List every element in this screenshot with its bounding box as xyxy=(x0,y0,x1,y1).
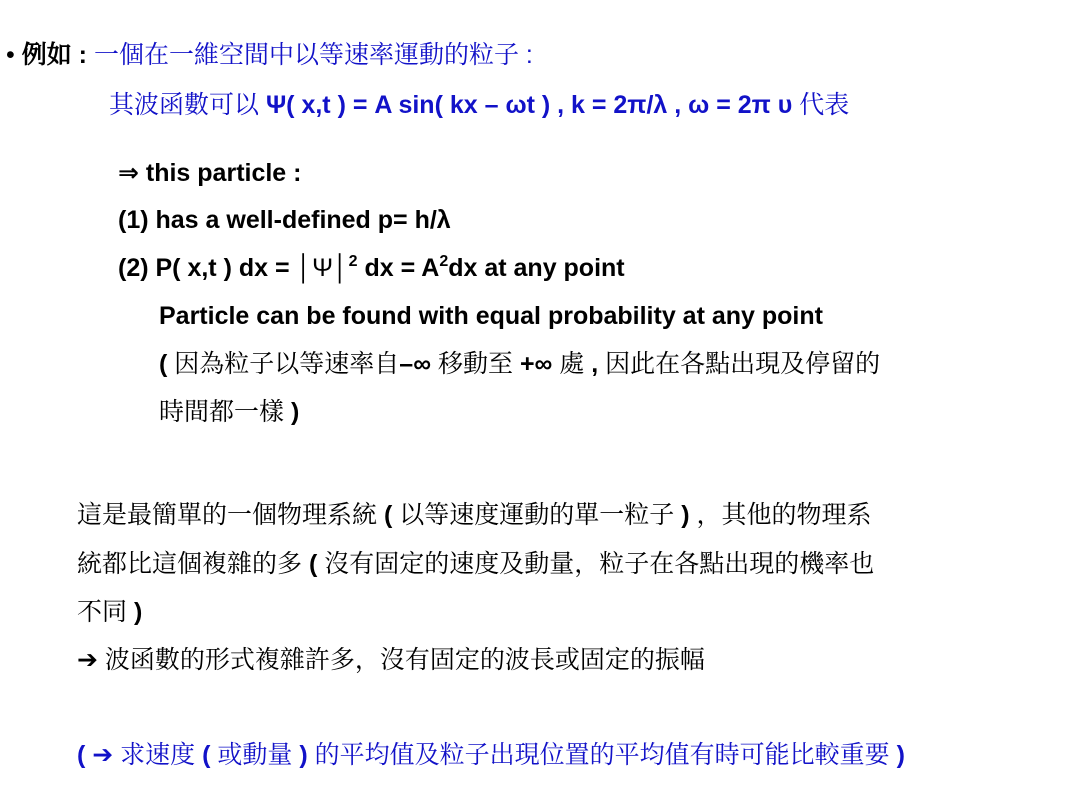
wave-function-line xyxy=(109,90,849,120)
wave-formula: Ψ( x,t ) = A sin( kx – ωt ) , k = 2π/λ , ω = 2π υ xyxy=(265,91,793,119)
reason2-text: 時間都一樣 xyxy=(159,398,291,426)
equal-probability-line: Particle can be found with equal probability at any point xyxy=(159,302,823,330)
note-f: 的平均值及粒子出現位置的平均值有時可能比較重要 xyxy=(307,741,897,769)
para-l1-c: 以等速度運動的單一粒子 xyxy=(399,501,682,529)
point2-psi: │Ψ│ xyxy=(296,254,349,282)
reason-p1: 因為粒子以等速率自 xyxy=(174,350,400,378)
point-2 xyxy=(118,253,625,283)
reason-open: ( xyxy=(159,350,175,378)
arrow-icon: ➔ xyxy=(77,646,98,674)
reason-neg-inf: –∞ xyxy=(399,350,432,378)
intro-label: 例如 : xyxy=(21,41,94,69)
wave-pre: 其波函數可以 xyxy=(109,91,266,119)
paragraph-line-3 xyxy=(77,597,142,627)
note-c: ( xyxy=(202,741,218,769)
wave-post: 代表 xyxy=(792,91,850,119)
bullet: • xyxy=(6,41,15,69)
note-b: 求速度 xyxy=(113,741,203,769)
blue-note xyxy=(77,740,905,770)
para-l1-a: 這是最簡單的一個物理系統 xyxy=(77,501,384,529)
reason-pos-inf: +∞ xyxy=(519,350,553,378)
note-g: ) xyxy=(896,741,905,769)
point2-pre: (2) P( x,t ) dx = xyxy=(118,254,297,282)
intro-title: 一個在一維空間中以等速率運動的粒子 : xyxy=(93,41,533,69)
para-l1-e: ，其他的物理系 xyxy=(689,501,872,529)
para-l2-c: 沒有固定的速度及動量，粒子在各點出現的機率也 xyxy=(324,550,875,578)
point2-mid: dx = A xyxy=(357,254,440,282)
implication-line: ⇒ this particle : xyxy=(118,159,302,187)
note-d: 或動量 xyxy=(217,741,300,769)
reason-line-2 xyxy=(159,397,299,427)
paragraph-line-2 xyxy=(77,549,874,579)
point2-exp1: 2 xyxy=(348,253,358,270)
reason-p3: 處 xyxy=(552,350,592,378)
para-l2-b: ( xyxy=(308,550,325,578)
note-e: ) xyxy=(299,741,308,769)
reason-p4: 因此在各點出現及停留的 xyxy=(598,350,881,378)
arrow-line xyxy=(77,645,705,675)
point2-post: dx at any point xyxy=(448,254,625,282)
point2-exp2: 2 xyxy=(439,253,449,270)
intro-line xyxy=(6,40,533,70)
para-l3-a: 不同 xyxy=(77,598,134,626)
point-1: (1) has a well-defined p= h/λ xyxy=(118,206,451,234)
para-l2-a: 統都比這個複雜的多 xyxy=(77,550,309,578)
note-a: ( xyxy=(77,741,93,769)
note-arrow-icon: ➔ xyxy=(92,741,114,769)
para-l1-d: ) xyxy=(681,501,690,529)
para-l1-b: ( xyxy=(383,501,400,529)
reason-comma: , xyxy=(591,350,599,378)
reason-p2: 移動至 xyxy=(431,350,520,378)
reason2-close: ) xyxy=(290,398,300,426)
para-l3-b: ) xyxy=(133,598,143,626)
arrow-line-text: 波函數的形式複雜許多，沒有固定的波長或固定的振幅 xyxy=(97,646,705,674)
reason-line xyxy=(159,349,880,379)
paragraph-line-1 xyxy=(77,500,871,530)
